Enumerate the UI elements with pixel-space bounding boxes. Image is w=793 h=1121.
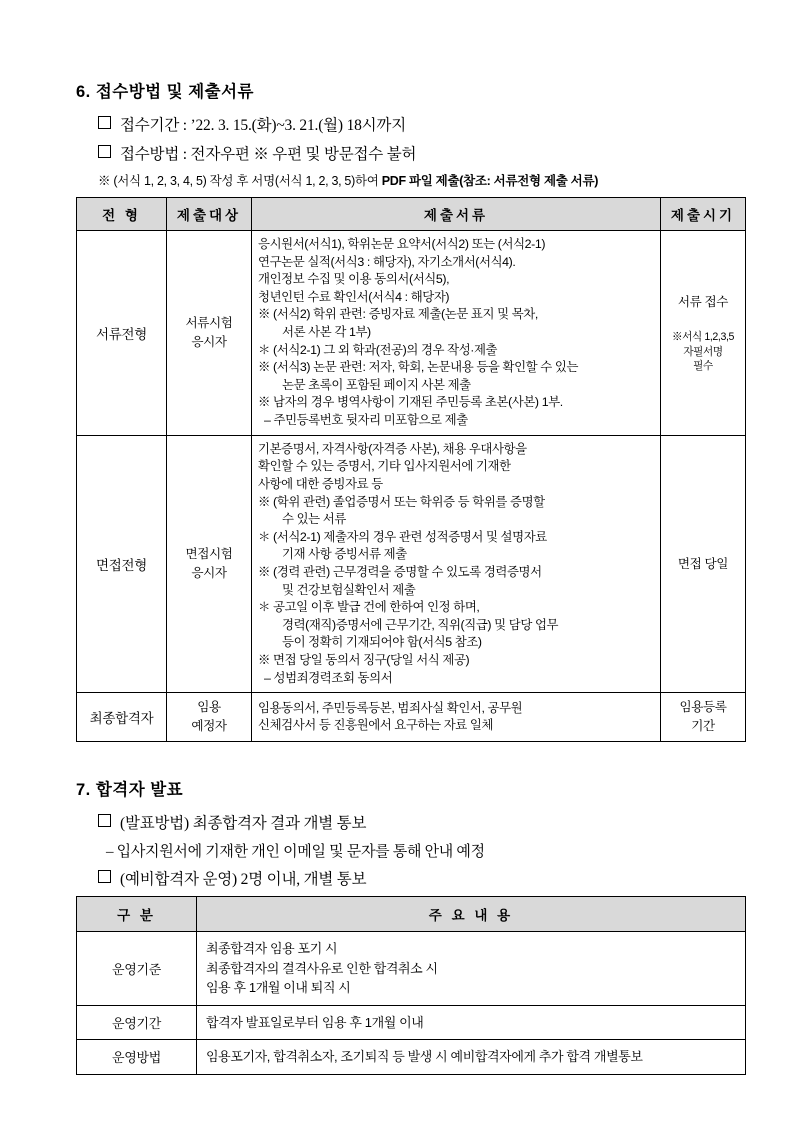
cell-content: 합격자 발표일로부터 임용 후 1개월 이내: [197, 1005, 746, 1040]
cell-required-documents: 응시원서(서식1), 학위논문 요약서(서식2) 또는 (서식2-1) 연구논문 실적(서식3 : 해당자), 자기소개서(서식4). 개인정보 수집 및 이용 동의서(서식5), 청년인턴 수료 확인서(서식4 : 해당자) ※ (서식2) 학위 관련: 증빙자료 제출(논문 표지 및 목차, 서론 사본 각 1부) ＊ (서식2-1) 그 외 학과(전공)의 경우 작성·제출 ※ (서식3) 논문 관련: 저자, 학회, 논문내용 등을 확인할 수 있는 논문 초록이 포함된 페이지 사본 제출 ※ 남자의 경우 병역사항이 기재된 주민등록 초본(사본) 1부. – 주민등록번호 뒷자리 미포함으로 제출: [252, 231, 661, 436]
table-header-row: [77, 198, 746, 231]
cell-content: 임용포기자, 합격취소자, 조기퇴직 등 발생 시 예비합격자에게 추가 합격 개별통보: [197, 1040, 746, 1075]
table-row: [77, 1040, 746, 1075]
cell-required-documents: 기본증명서, 자격사항(자격증 사본), 채용 우대사항을 확인할 수 있는 증명서, 기타 입사지원서에 기재한 사항에 대한 증빙자료 등 ※ (학위 관련) 졸업증명서 또는 학위증 등 학위를 증명할 수 있는 서류 ＊ (서식2-1) 제출자의 경우 관련 성적증명서 및 설명자료 기재 사항 증빙서류 제출 ※ (경력 관련) 근무경력을 증명할 수 있도록 경력증명서 및 건강보험실확인서 제출 ＊ 공고일 이후 발급 건에 한하여 인정 하며, 경력(재직)증명서에 근무기간, 직위(직급) 및 담당 업무 등이 정확히 기재되어야 함(서식5 참조) ※ 면접 당일 동의서 징구(당일 서식 제공) – 성범죄경력조회 동의서: [252, 435, 661, 693]
col-header-category: 구 분: [77, 897, 197, 932]
section-7-bullet-1-text: (발표방법) 최종합격자 결과 개별 통보: [120, 815, 367, 833]
cell-category: 운영기간: [77, 1005, 197, 1040]
checkbox-icon: [98, 145, 111, 158]
table-row: [77, 932, 746, 1006]
cell-required-documents: 임용동의서, 주민등록등본, 범죄사실 확인서, 공무원 신체검사서 등 진흥원에서 요구하는 자료 일체: [252, 693, 661, 742]
cell-submission-period: 면접 당일: [661, 435, 746, 693]
section-7-heading: 7. 합격자 발표: [76, 781, 184, 800]
section-6-bullet-1-text: 접수기간 : ’22. 3. 15.(화)~3. 21.(월) 18시까지: [120, 117, 406, 134]
table2-header-row: [77, 897, 746, 932]
cell-submission-period: 임용등록 기간: [661, 693, 746, 742]
table-row: [77, 1005, 746, 1040]
cell-exam-type: 서류전형: [77, 231, 167, 436]
table-row: [77, 231, 746, 436]
cell-exam-type: 최종합격자: [77, 693, 167, 742]
table-row: [77, 435, 746, 693]
cell-target: 임용 예정자: [167, 693, 252, 742]
cell-target: 면접시험 응시자: [167, 435, 252, 693]
submission-documents-table: [76, 197, 746, 742]
cell-category: 운영방법: [77, 1040, 197, 1075]
section-6-heading: 6. 접수방법 및 제출서류: [76, 83, 254, 101]
section-7-bullet-2: [98, 867, 731, 889]
checkbox-icon: [98, 870, 111, 883]
col-header-content: 주 요 내 용: [197, 897, 746, 932]
cell-submission-period: 서류 접수 ※서식 1,2,3,5 자필서명 필수: [661, 231, 746, 436]
table-row: [77, 693, 746, 742]
col-header-type: 전 형: [77, 198, 167, 231]
col-header-docs: 제출서류: [252, 198, 661, 231]
cell-category: 운영기준: [77, 932, 197, 1006]
cell-exam-type: 면접전형: [77, 435, 167, 693]
section-6-bullet-2: [98, 142, 731, 164]
section-7-dash-note: – 입사지원서에 기재한 개인 이메일 및 문자를 통해 안내 예정: [106, 844, 485, 861]
section-7-bullet-1: [98, 811, 731, 833]
section-6-note: [98, 171, 731, 189]
col-header-target: 제출대상: [167, 198, 252, 231]
section-7-bullet-2-text: (예비합격자 운영) 2명 이내, 개별 통보: [120, 871, 367, 889]
section-6-note-bold: PDF 파일 제출(참조: 서류전형 제출 서류): [381, 174, 599, 188]
cell-target: 서류시험 응시자: [167, 231, 252, 436]
section-6-bullet-2-text: 접수방법 : 전자우편 ※ 우편 및 방문접수 불허: [120, 146, 417, 163]
checkbox-icon: [98, 814, 111, 827]
checkbox-icon: [98, 116, 111, 129]
col-header-period: 제출시기: [661, 198, 746, 231]
cell-content: 최종합격자 임용 포기 시 최종합격자의 결격사유로 인한 합격취소 시 임용 후 1개월 이내 퇴직 시: [197, 932, 746, 1006]
section-6-note-plain: ※ (서식 1, 2, 3, 4, 5) 작성 후 서명(서식 1, 2, 3, 5)하여: [98, 174, 382, 188]
reserve-candidate-table: [76, 896, 746, 1075]
section-6-bullet-1: [98, 113, 731, 135]
